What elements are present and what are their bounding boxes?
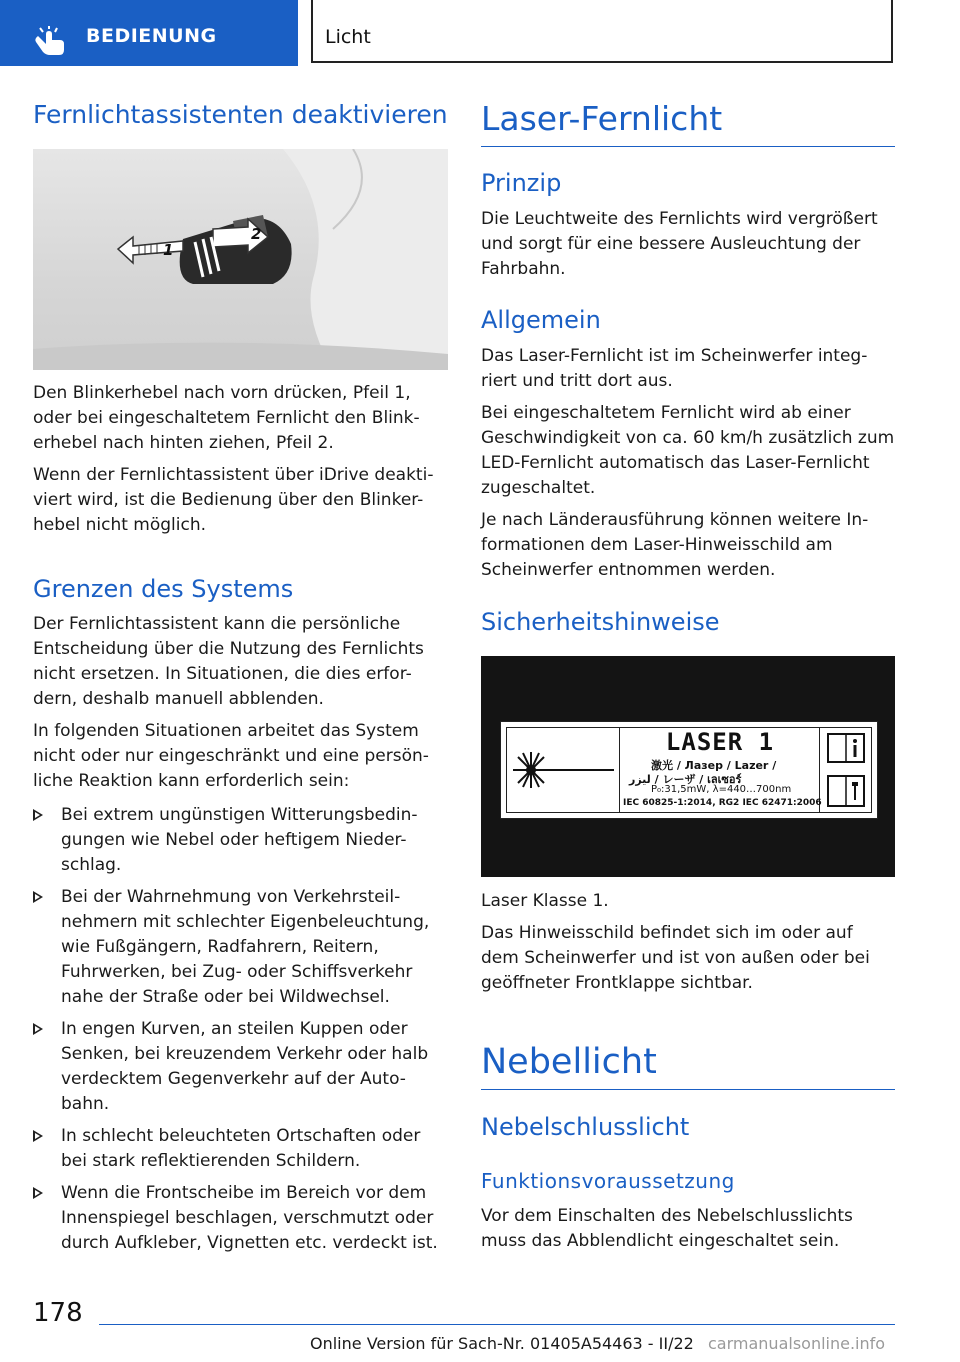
heading-principle: Prinzip (481, 169, 562, 197)
laser-standard-line: IEC 60825-1:2014, RG2 IEC 62471:2006 (623, 798, 822, 808)
arrow-2-label: 2 (251, 225, 262, 243)
lever-illustration (33, 149, 448, 370)
triangle-bullet-icon (33, 1023, 43, 1035)
arrow-1-label: 1 (163, 241, 174, 259)
laser-lang-line-2: لیزر / レーザ / เลเซอร์ (629, 773, 742, 786)
heading-rear-fog: Nebelschlusslicht (481, 1113, 690, 1141)
tool-manual-icon (826, 774, 866, 808)
caption-laser-location: Das Hinweisschild befindet sich im oder auf dem Scheinwerfer und ist von außen oder bei geöffneter Frontklappe sichtbar. (481, 923, 870, 993)
title-rule (481, 1089, 895, 1090)
footer-watermark: carmanualsonline.info (708, 1334, 886, 1353)
section-title-laser: Laser-Fernlicht (481, 99, 723, 138)
list-item-text: Bei extrem ungünstigen Witterungsbedin-gungen wie Nebel oder heftigem Nieder-schlag. (61, 805, 418, 875)
laser-power-line: P₀:31,5mW, λ=440…700nm (651, 784, 792, 795)
info-manual-icon (826, 732, 866, 764)
footer-online-version: Online Version für Sach-Nr. 01405A54463 - II/22 (310, 1334, 694, 1353)
page-number: 178 (33, 1298, 83, 1328)
triangle-bullet-icon (33, 891, 43, 903)
general-text-2: Bei eingeschaltetem Fernlicht wird ab einer Geschwindigkeit von ca. 60 km/h zusätzlich zum LED-Fernlicht automatisch das Laser-Fernlicht zugeschaltet. (481, 403, 895, 498)
heading-safety: Sicherheitshinweise (481, 608, 720, 636)
laser-starburst-icon (509, 740, 619, 800)
general-text-3: Je nach Länderausführung können weitere In-formationen dem Laser-Hinweisschild am Scheinwerfer entnommen werden. (481, 510, 869, 580)
caption-laser-class: Laser Klasse 1. (481, 891, 609, 911)
chapter-label: Licht (325, 26, 371, 48)
lever-drawing (33, 149, 448, 370)
pointing-hand-icon (34, 26, 68, 56)
heading-precondition: Funktionsvoraussetzung (481, 1169, 735, 1193)
laser-class-text: LASER 1 (665, 728, 775, 756)
list-item-text: In schlecht beleuchteten Ortschaften oder bei stark reflektierenden Schildern. (61, 1126, 421, 1171)
section-label: BEDIENUNG (86, 25, 217, 47)
section-title-fog: Nebellicht (481, 1042, 657, 1082)
laser-label (500, 721, 878, 819)
list-item-text: In engen Kurven, an steilen Kuppen oder Senken, bei kreuzendem Verkehr oder halb verdecktem Gegenverkehr auf der Auto-bahn. (61, 1019, 429, 1114)
deactivate-text-2: Wenn der Fernlichtassistent über iDrive deakti-viert wird, ist die Bedienung über den Blinker-hebel nicht möglich. (33, 465, 434, 535)
principle-text: Die Leuchtweite des Fernlichts wird vergrößert und sorgt für eine bessere Ausleuchtung der Fahrbahn. (481, 209, 878, 279)
list-item-text: Wenn die Frontscheibe im Bereich vor dem Innenspiegel beschlagen, verschmutzt oder durch Aufkleber, Vignetten etc. verdeckt ist. (61, 1183, 438, 1253)
triangle-bullet-icon (33, 1187, 43, 1199)
limits-text-2: In folgenden Situationen arbeitet das System nicht oder nur eingeschränkt und eine persön-liche Reaktion kann erforderlich sein: (33, 721, 429, 791)
list-item-text: Bei der Wahrnehmung von Verkehrsteil-nehmern mit schlechter Eigenbeleuchtung, wie Fußgängern, Radfahrern, Reitern, Fuhrwerken, bei Zug- oder Schiffsverkehr nahe der Straße oder bei Wildwechsel. (61, 887, 430, 1007)
deactivate-text-1: Den Blinkerhebel nach vorn drücken, Pfeil 1, oder bei eingeschaltetem Fernlicht den Blink-erhebel nach hinten ziehen, Pfeil 2. (33, 383, 420, 453)
footer-rule (99, 1324, 895, 1325)
title-rule (481, 146, 895, 147)
general-text-1: Das Laser-Fernlicht ist im Scheinwerfer integ-riert und tritt dort aus. (481, 346, 868, 391)
section-title-deactivate: Fernlichtassistenten deaktivieren (33, 100, 448, 129)
triangle-bullet-icon (33, 809, 43, 821)
precondition-text: Vor dem Einschalten des Nebelschlusslichts muss das Abblendlicht eingeschaltet sein. (481, 1206, 853, 1251)
laser-label-photo (481, 656, 895, 877)
laser-lang-line-1: 激光 / Лазер / Lazer / (651, 759, 777, 772)
chapter-box (311, 0, 893, 63)
limits-text-1: Der Fernlichtassistent kann die persönliche Entscheidung über die Nutzung des Fernlichts nicht ersetzen. In Situationen, die dies erfor-dern, deshalb manuell abblenden. (33, 614, 424, 709)
heading-limits: Grenzen des Systems (33, 575, 294, 603)
heading-general: Allgemein (481, 306, 601, 334)
triangle-bullet-icon (33, 1130, 43, 1142)
section-tab (0, 0, 298, 66)
